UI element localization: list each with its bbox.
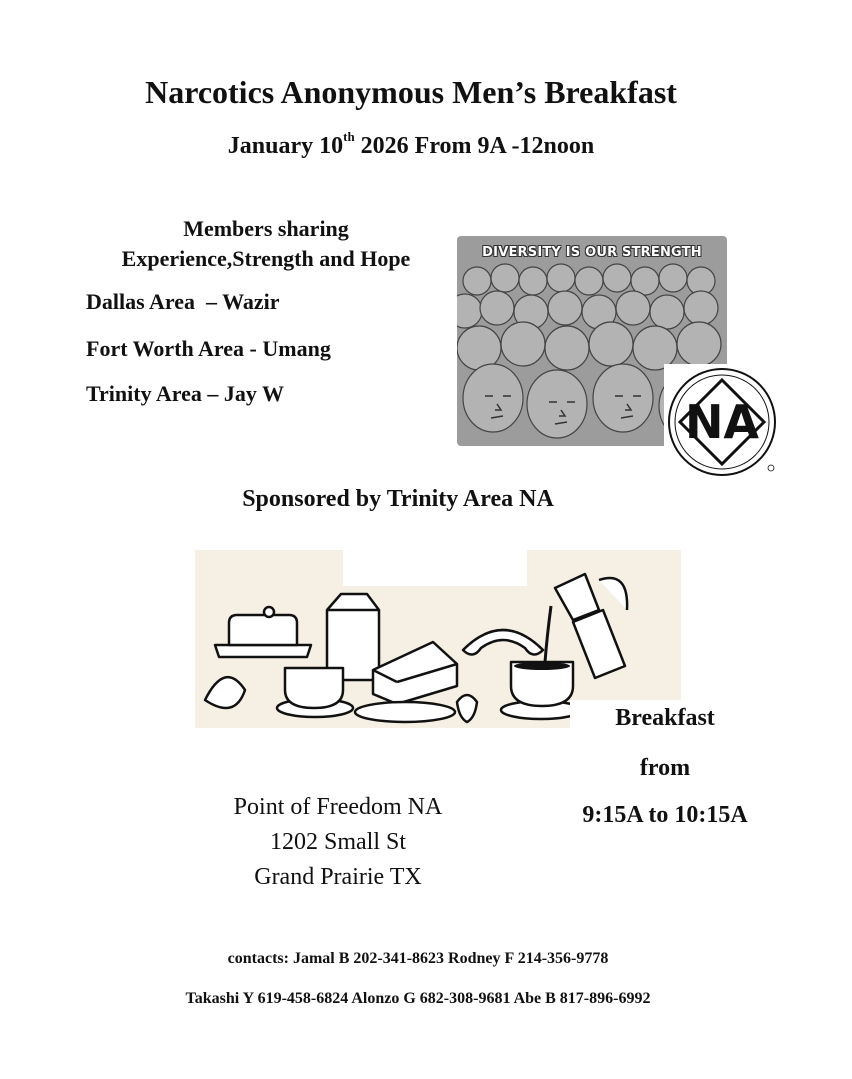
sharing-line-1: Members sharing [183,216,349,241]
venue-city: Grand Prairie TX [254,864,422,890]
venue-street: 1202 Small St [269,829,407,855]
venue-name: Point of Freedom NA [233,794,443,820]
image-caption: DIVERSITY IS OUR STRENGTH [482,245,702,260]
date-suffix: th [343,129,355,144]
sharing-line-2: Experience,Strength and Hope [121,246,411,271]
breakfast-from: from [639,755,691,781]
flyer-title: Narcotics Anonymous Men’s Breakfast [145,74,677,110]
contacts-line-1: contacts: Jamal B 202-341-8623 Rodney F 214-356-9778 [227,950,609,967]
sponsor-line: Sponsored by Trinity Area NA [242,486,554,512]
event-date [0,129,822,160]
speaker-dallas: Dallas Area – Wazir [86,289,280,314]
na-logo-text: NA [684,395,760,449]
date-main: January 10 [227,133,344,159]
speaker-trinity: Trinity Area – Jay W [86,381,284,406]
speaker-fort-worth: Fort Worth Area - Umang [86,336,331,361]
breakfast-time: 9:15A to 10:15A [582,802,748,828]
venue-address [198,790,478,895]
contacts-line-2: Takashi Y 619-458-6824 Alonzo G 682-308-9681 Abe B 817-896-6992 [185,990,651,1007]
date-rest: 2026 From 9A -12noon [354,133,595,159]
na-logo-icon [664,364,782,482]
members-sharing [88,214,444,274]
breakfast-label: Breakfast [615,705,715,731]
